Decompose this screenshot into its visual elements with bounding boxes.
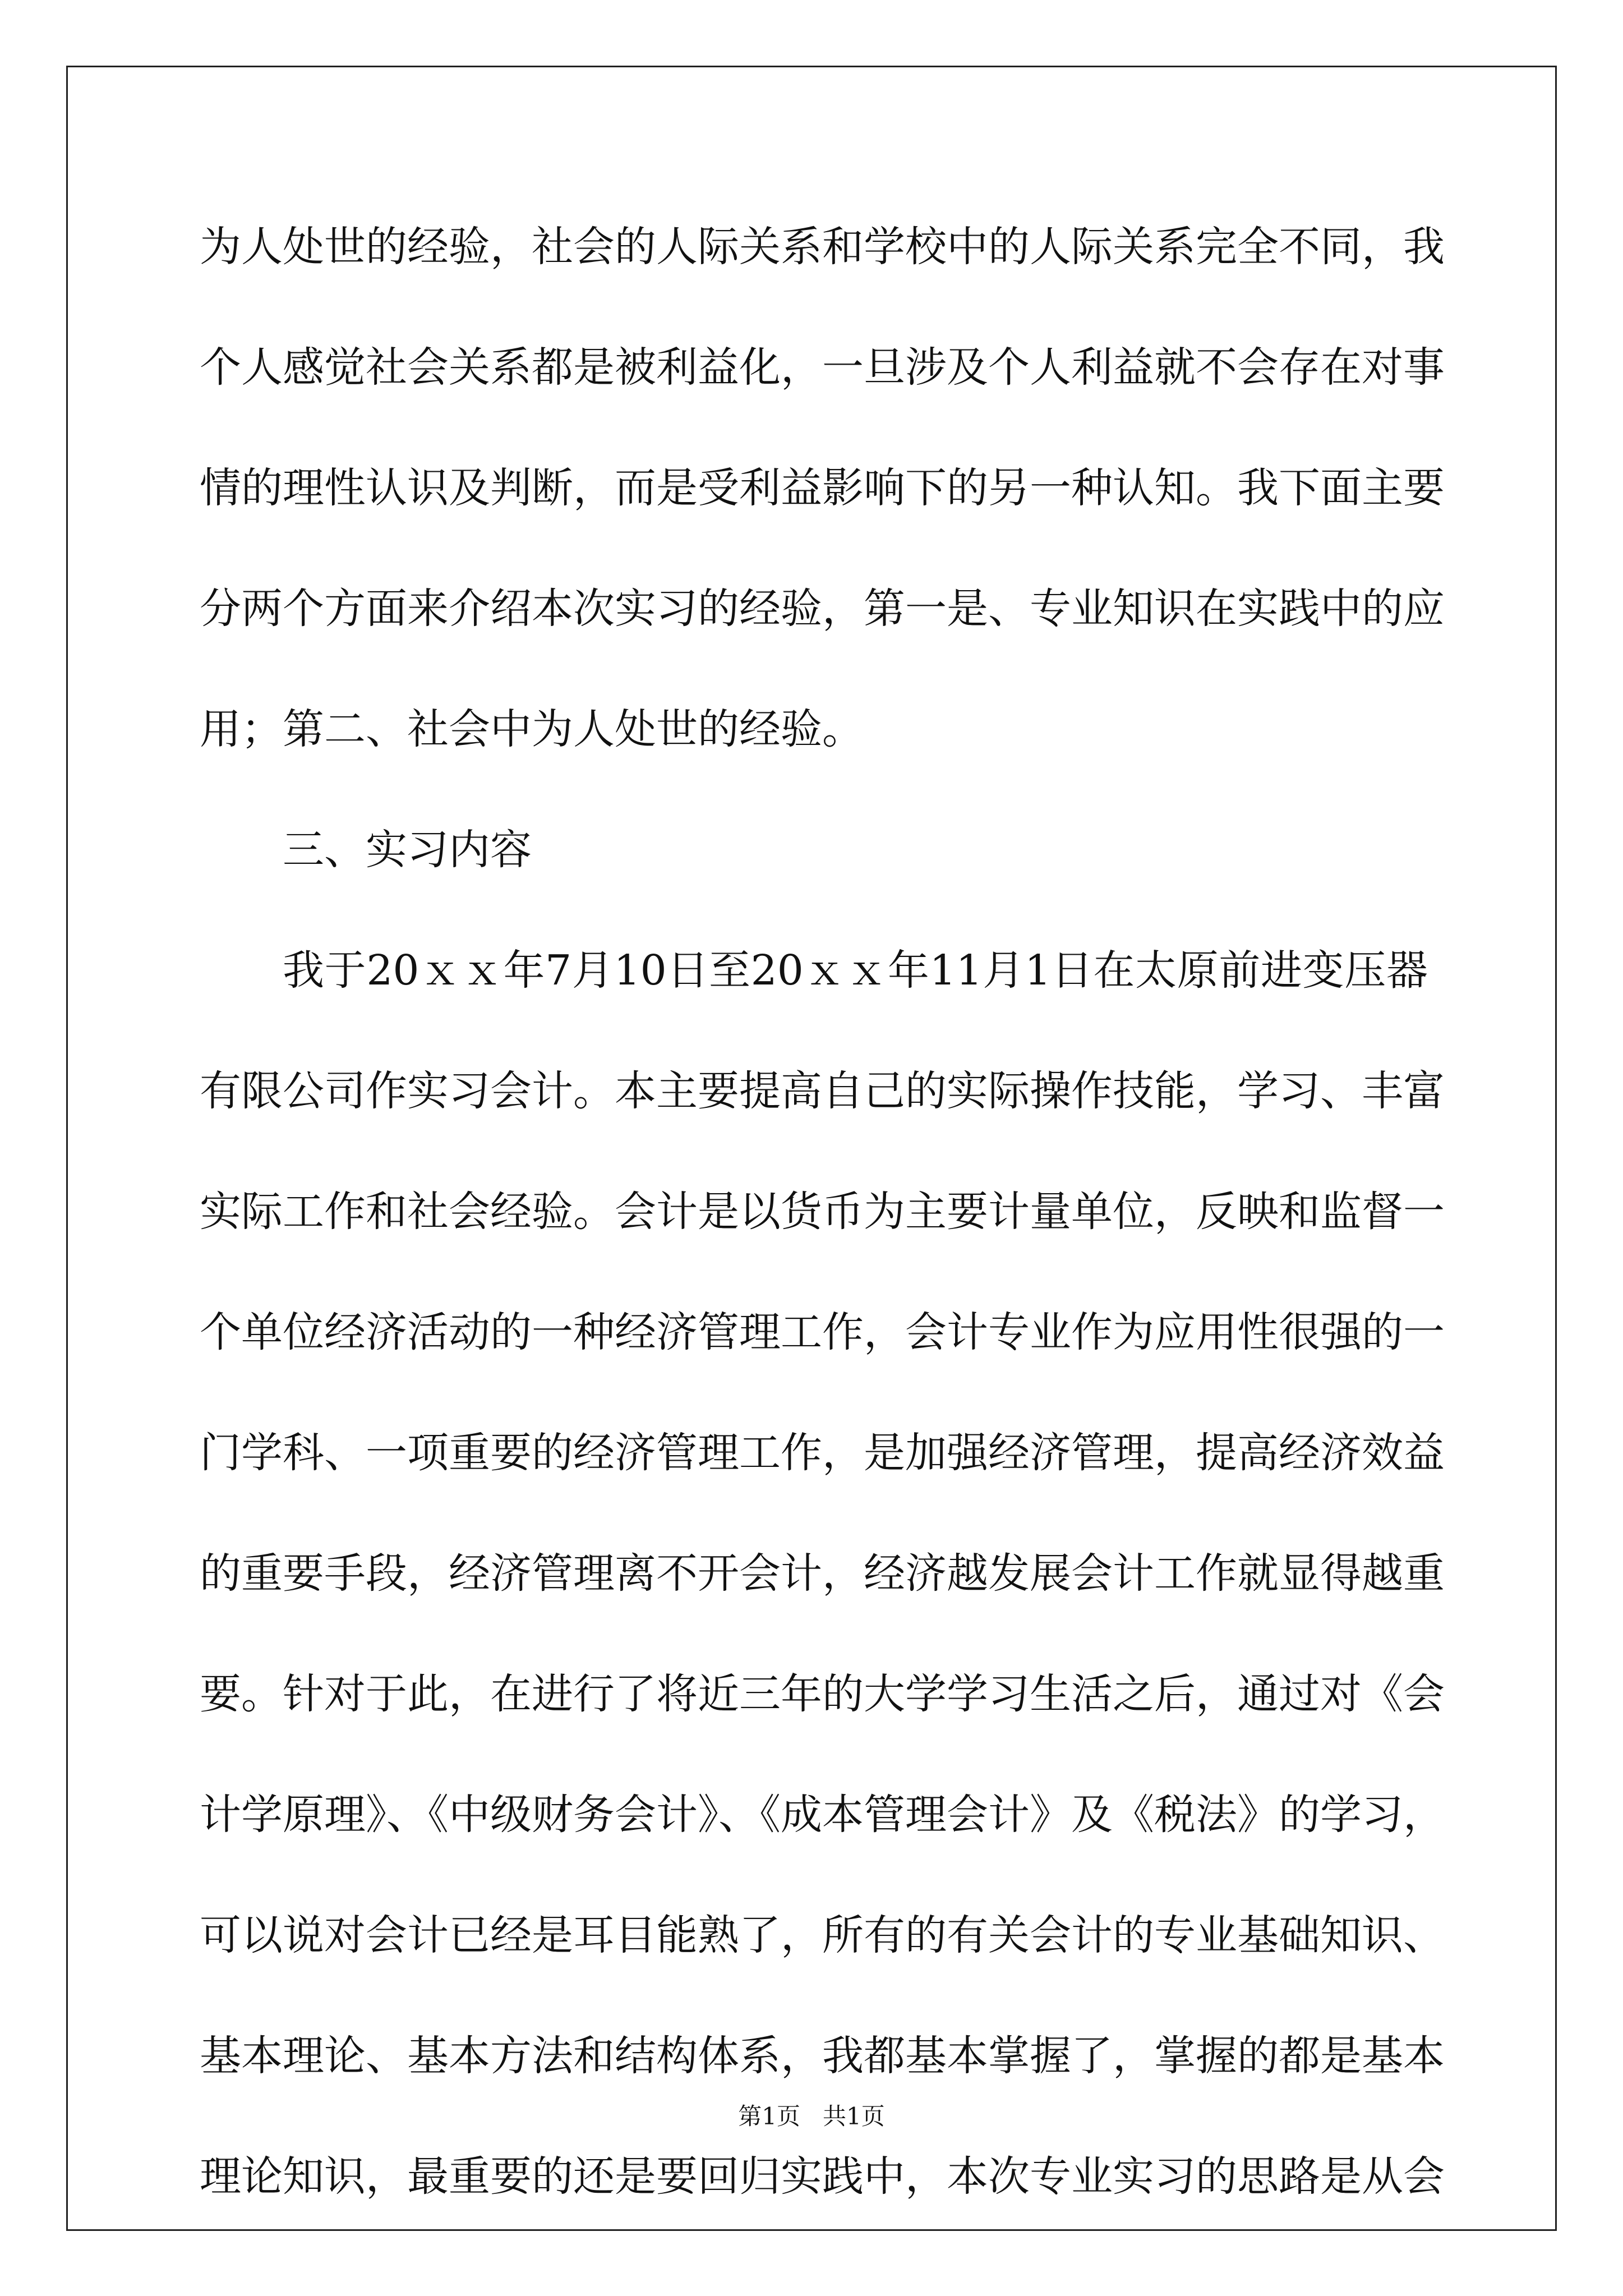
page-footer: 第1页 共1页 bbox=[738, 2102, 885, 2130]
text-line-3: 情的理性认识及判断，而是受利益影响下的另一种认知。我下面主要 bbox=[200, 464, 1445, 512]
text-line-4: 分两个方面来介绍本次实习的经验，第一是、专业知识在实践中的应 bbox=[200, 585, 1445, 633]
text-line-15: 可以说对会计已经是耳目能熟了，所有的有关会计的专业基础知识、 bbox=[200, 1911, 1445, 1959]
text-line-14: 计学原理》、《中级财务会计》、《成本管理会计》及《税法》的学习， bbox=[200, 1791, 1445, 1839]
text-line-5: 用；第二、社会中为人处世的经验。 bbox=[200, 705, 864, 753]
text-line-16: 基本理论、基本方法和结构体系，我都基本掌握了，掌握的都是基本 bbox=[200, 2032, 1445, 2080]
text-line-17: 理论知识，最重要的还是要回归实践中，本次专业实习的思路是从会 bbox=[200, 2152, 1445, 2201]
text-line-7: 我于20ｘｘ年7月10日至20ｘｘ年11月1日在太原前进变压器 bbox=[283, 946, 1428, 995]
text-line-1: 为人处世的经验，社会的人际关系和学校中的人际关系完全不同，我 bbox=[200, 223, 1445, 271]
text-line-12: 的重要手段，经济管理离不开会计，经济越发展会计工作就显得越重 bbox=[200, 1549, 1445, 1598]
text-line-9: 实际工作和社会经验。会计是以货币为主要计量单位，反映和监督一 bbox=[200, 1188, 1445, 1236]
section-heading: 三、实习内容 bbox=[283, 826, 532, 874]
text-line-11: 门学科、一项重要的经济管理工作，是加强经济管理，提高经济效益 bbox=[200, 1429, 1445, 1477]
text-line-8: 有限公司作实习会计。本主要提高自己的实际操作技能，学习、丰富 bbox=[200, 1067, 1445, 1115]
text-line-10: 个单位经济活动的一种经济管理工作，会计专业作为应用性很强的一 bbox=[200, 1308, 1445, 1356]
text-line-2: 个人感觉社会关系都是被利益化，一旦涉及个人利益就不会存在对事 bbox=[200, 343, 1445, 392]
text-line-13: 要。针对于此，在进行了将近三年的大学学习生活之后，通过对《会 bbox=[200, 1670, 1445, 1718]
